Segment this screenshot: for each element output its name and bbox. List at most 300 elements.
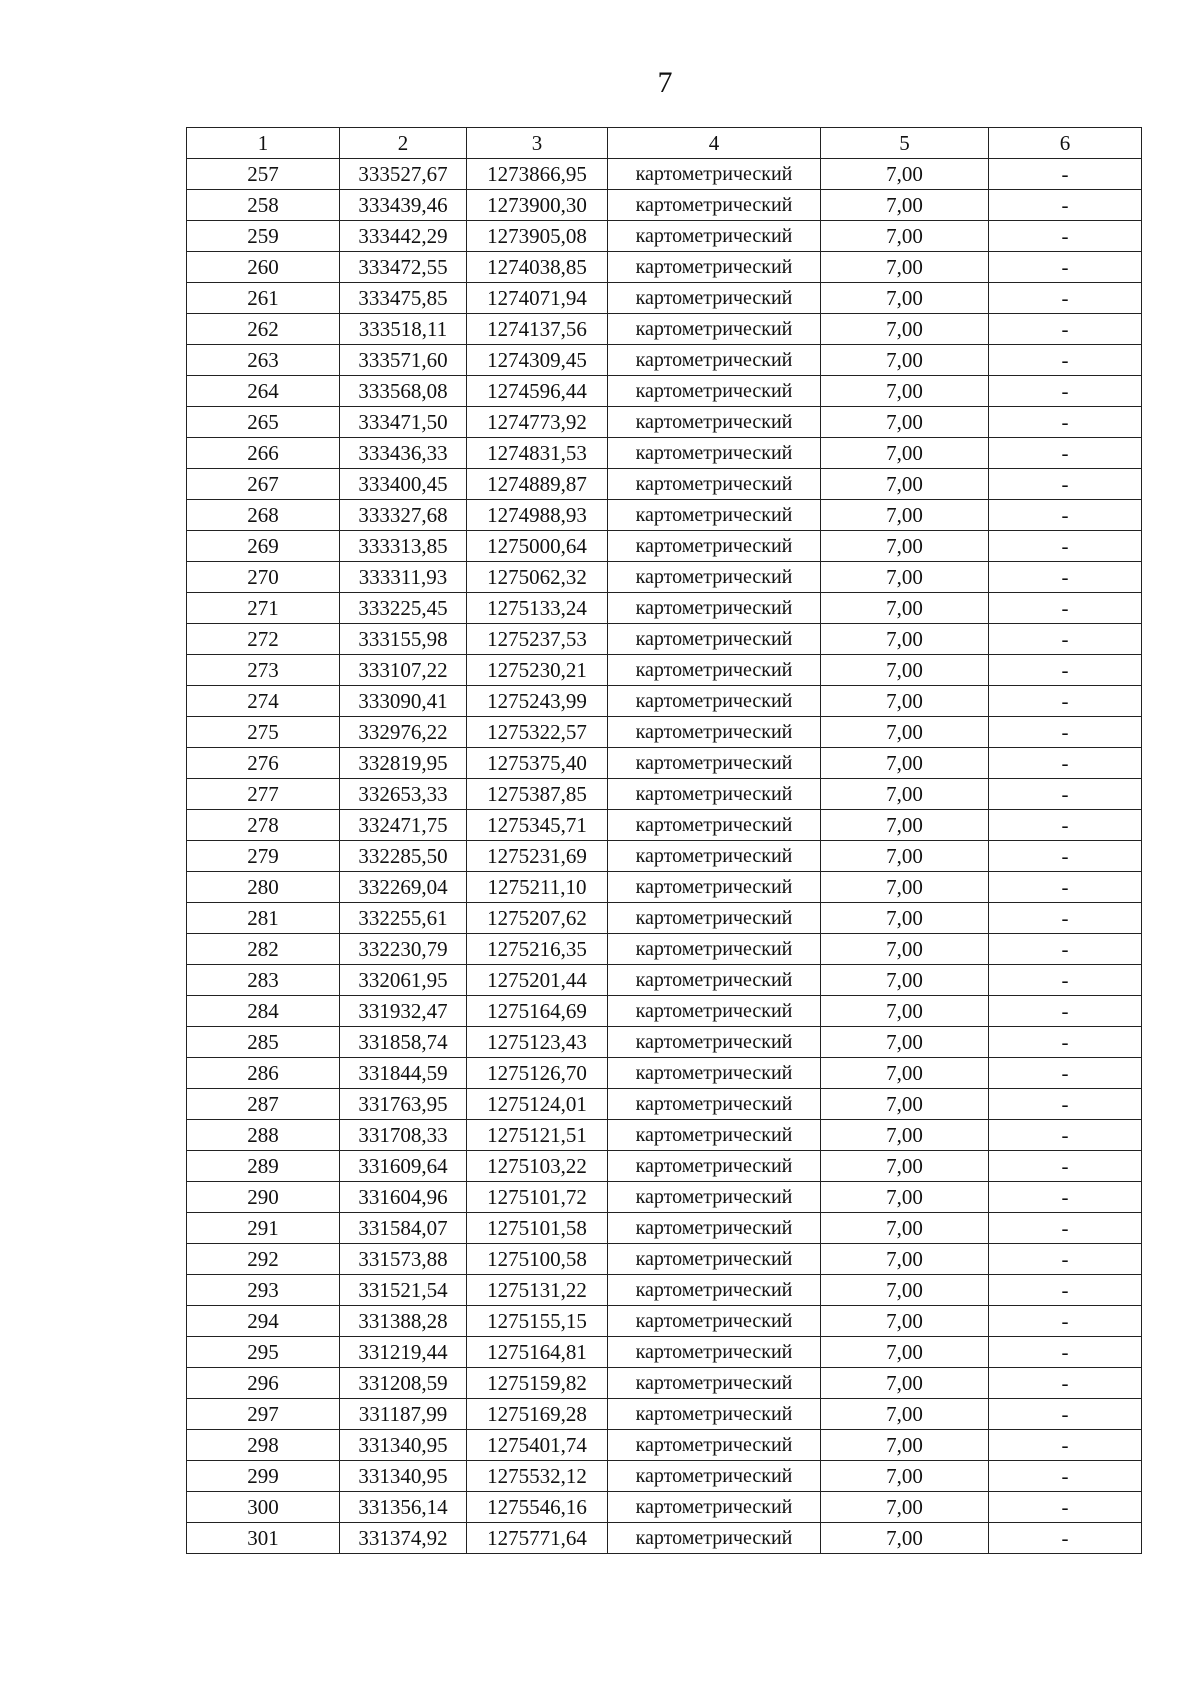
cell-method: картометрический (608, 345, 821, 376)
cell-accuracy: 7,00 (821, 1368, 989, 1399)
cell-y-coordinate: 1275243,99 (467, 686, 608, 717)
table-row (187, 252, 1142, 283)
cell-method: картометрический (608, 407, 821, 438)
table-row (187, 872, 1142, 903)
cell-x-coordinate: 333327,68 (340, 500, 467, 531)
cell-point-number: 263 (187, 345, 340, 376)
table-row (187, 1523, 1142, 1554)
cell-y-coordinate: 1275123,43 (467, 1027, 608, 1058)
cell-accuracy: 7,00 (821, 1492, 989, 1523)
cell-point-number: 296 (187, 1368, 340, 1399)
cell-x-coordinate: 333311,93 (340, 562, 467, 593)
cell-description: - (989, 1368, 1142, 1399)
cell-method: картометрический (608, 965, 821, 996)
cell-y-coordinate: 1275216,35 (467, 934, 608, 965)
cell-point-number: 270 (187, 562, 340, 593)
cell-accuracy: 7,00 (821, 934, 989, 965)
cell-y-coordinate: 1275103,22 (467, 1151, 608, 1182)
cell-description: - (989, 965, 1142, 996)
table-row (187, 1089, 1142, 1120)
cell-method: картометрический (608, 531, 821, 562)
cell-point-number: 258 (187, 190, 340, 221)
cell-description: - (989, 593, 1142, 624)
cell-description: - (989, 221, 1142, 252)
table-row (187, 314, 1142, 345)
table-row (187, 190, 1142, 221)
cell-description: - (989, 345, 1142, 376)
cell-point-number: 269 (187, 531, 340, 562)
cell-accuracy: 7,00 (821, 345, 989, 376)
cell-description: - (989, 314, 1142, 345)
cell-x-coordinate: 332471,75 (340, 810, 467, 841)
cell-y-coordinate: 1275159,82 (467, 1368, 608, 1399)
cell-point-number: 291 (187, 1213, 340, 1244)
cell-description: - (989, 624, 1142, 655)
cell-method: картометрический (608, 314, 821, 345)
table-row (187, 283, 1142, 314)
cell-point-number: 273 (187, 655, 340, 686)
cell-method: картометрический (608, 1182, 821, 1213)
table-row (187, 407, 1142, 438)
cell-accuracy: 7,00 (821, 159, 989, 190)
cell-accuracy: 7,00 (821, 686, 989, 717)
cell-description: - (989, 1306, 1142, 1337)
cell-point-number: 259 (187, 221, 340, 252)
cell-point-number: 283 (187, 965, 340, 996)
cell-x-coordinate: 332061,95 (340, 965, 467, 996)
cell-point-number: 281 (187, 903, 340, 934)
cell-description: - (989, 469, 1142, 500)
table-row (187, 903, 1142, 934)
cell-point-number: 274 (187, 686, 340, 717)
cell-accuracy: 7,00 (821, 1213, 989, 1244)
cell-point-number: 297 (187, 1399, 340, 1430)
cell-x-coordinate: 333475,85 (340, 283, 467, 314)
cell-description: - (989, 841, 1142, 872)
table-row (187, 1399, 1142, 1430)
cell-description: - (989, 283, 1142, 314)
cell-x-coordinate: 331219,44 (340, 1337, 467, 1368)
cell-x-coordinate: 332653,33 (340, 779, 467, 810)
cell-description: - (989, 407, 1142, 438)
table-row (187, 531, 1142, 562)
table-row (187, 841, 1142, 872)
cell-x-coordinate: 331388,28 (340, 1306, 467, 1337)
cell-accuracy: 7,00 (821, 1399, 989, 1430)
cell-y-coordinate: 1275345,71 (467, 810, 608, 841)
cell-method: картометрический (608, 221, 821, 252)
cell-method: картометрический (608, 438, 821, 469)
cell-point-number: 289 (187, 1151, 340, 1182)
cell-accuracy: 7,00 (821, 1182, 989, 1213)
cell-description: - (989, 1399, 1142, 1430)
table-row (187, 934, 1142, 965)
table-row (187, 469, 1142, 500)
cell-accuracy: 7,00 (821, 1461, 989, 1492)
cell-y-coordinate: 1275164,69 (467, 996, 608, 1027)
cell-accuracy: 7,00 (821, 221, 989, 252)
cell-accuracy: 7,00 (821, 562, 989, 593)
cell-y-coordinate: 1275124,01 (467, 1089, 608, 1120)
table-row (187, 1306, 1142, 1337)
cell-description: - (989, 190, 1142, 221)
cell-description: - (989, 159, 1142, 190)
cell-accuracy: 7,00 (821, 624, 989, 655)
cell-point-number: 284 (187, 996, 340, 1027)
cell-accuracy: 7,00 (821, 1058, 989, 1089)
cell-y-coordinate: 1275101,72 (467, 1182, 608, 1213)
cell-point-number: 290 (187, 1182, 340, 1213)
cell-method: картометрический (608, 283, 821, 314)
cell-y-coordinate: 1275211,10 (467, 872, 608, 903)
cell-accuracy: 7,00 (821, 190, 989, 221)
table-row (187, 500, 1142, 531)
cell-method: картометрический (608, 159, 821, 190)
cell-method: картометрический (608, 1523, 821, 1554)
cell-point-number: 265 (187, 407, 340, 438)
cell-point-number: 275 (187, 717, 340, 748)
cell-x-coordinate: 331340,95 (340, 1430, 467, 1461)
cell-y-coordinate: 1274596,44 (467, 376, 608, 407)
table-row (187, 593, 1142, 624)
cell-description: - (989, 655, 1142, 686)
cell-accuracy: 7,00 (821, 748, 989, 779)
cell-point-number: 267 (187, 469, 340, 500)
header-cell-description: 6 (989, 128, 1142, 159)
cell-accuracy: 7,00 (821, 903, 989, 934)
table-row (187, 562, 1142, 593)
cell-x-coordinate: 333568,08 (340, 376, 467, 407)
cell-description: - (989, 1461, 1142, 1492)
cell-point-number: 277 (187, 779, 340, 810)
cell-description: - (989, 1244, 1142, 1275)
cell-y-coordinate: 1273900,30 (467, 190, 608, 221)
cell-x-coordinate: 333571,60 (340, 345, 467, 376)
cell-y-coordinate: 1275230,21 (467, 655, 608, 686)
cell-accuracy: 7,00 (821, 965, 989, 996)
cell-accuracy: 7,00 (821, 810, 989, 841)
cell-y-coordinate: 1275121,51 (467, 1120, 608, 1151)
cell-x-coordinate: 332819,95 (340, 748, 467, 779)
table-row (187, 779, 1142, 810)
table-row (187, 1337, 1142, 1368)
cell-point-number: 299 (187, 1461, 340, 1492)
cell-y-coordinate: 1273866,95 (467, 159, 608, 190)
cell-x-coordinate: 331374,92 (340, 1523, 467, 1554)
table-row (187, 1213, 1142, 1244)
cell-x-coordinate: 333439,46 (340, 190, 467, 221)
cell-method: картометрический (608, 1337, 821, 1368)
cell-method: картометрический (608, 1058, 821, 1089)
cell-y-coordinate: 1275131,22 (467, 1275, 608, 1306)
cell-point-number: 282 (187, 934, 340, 965)
cell-y-coordinate: 1275133,24 (467, 593, 608, 624)
table-row (187, 810, 1142, 841)
cell-method: картометрический (608, 779, 821, 810)
cell-accuracy: 7,00 (821, 314, 989, 345)
cell-method: картометрический (608, 872, 821, 903)
cell-description: - (989, 686, 1142, 717)
cell-accuracy: 7,00 (821, 1430, 989, 1461)
cell-y-coordinate: 1274988,93 (467, 500, 608, 531)
table-row (187, 1368, 1142, 1399)
cell-x-coordinate: 331604,96 (340, 1182, 467, 1213)
cell-x-coordinate: 333400,45 (340, 469, 467, 500)
table-row (187, 624, 1142, 655)
table-body (187, 159, 1142, 1554)
cell-description: - (989, 1337, 1142, 1368)
cell-x-coordinate: 331208,59 (340, 1368, 467, 1399)
cell-x-coordinate: 333107,22 (340, 655, 467, 686)
cell-point-number: 288 (187, 1120, 340, 1151)
cell-y-coordinate: 1274889,87 (467, 469, 608, 500)
cell-accuracy: 7,00 (821, 1244, 989, 1275)
cell-x-coordinate: 332269,04 (340, 872, 467, 903)
page-number: 7 (657, 66, 673, 99)
cell-method: картометрический (608, 1213, 821, 1244)
cell-method: картометрический (608, 376, 821, 407)
cell-point-number: 295 (187, 1337, 340, 1368)
cell-method: картометрический (608, 1027, 821, 1058)
cell-description: - (989, 1213, 1142, 1244)
cell-y-coordinate: 1275164,81 (467, 1337, 608, 1368)
cell-x-coordinate: 331340,95 (340, 1461, 467, 1492)
cell-point-number: 257 (187, 159, 340, 190)
cell-description: - (989, 717, 1142, 748)
cell-x-coordinate: 331573,88 (340, 1244, 467, 1275)
table-row (187, 1151, 1142, 1182)
cell-point-number: 264 (187, 376, 340, 407)
cell-method: картометрический (608, 1399, 821, 1430)
cell-x-coordinate: 331763,95 (340, 1089, 467, 1120)
table-row (187, 655, 1142, 686)
cell-description: - (989, 1089, 1142, 1120)
cell-method: картометрический (608, 500, 821, 531)
cell-method: картометрический (608, 1089, 821, 1120)
cell-point-number: 261 (187, 283, 340, 314)
cell-method: картометрический (608, 1244, 821, 1275)
cell-x-coordinate: 332230,79 (340, 934, 467, 965)
cell-description: - (989, 1182, 1142, 1213)
cell-y-coordinate: 1274038,85 (467, 252, 608, 283)
cell-method: картометрический (608, 1430, 821, 1461)
cell-y-coordinate: 1275101,58 (467, 1213, 608, 1244)
table-row (187, 376, 1142, 407)
cell-x-coordinate: 332976,22 (340, 717, 467, 748)
table-row (187, 159, 1142, 190)
cell-accuracy: 7,00 (821, 252, 989, 283)
cell-description: - (989, 500, 1142, 531)
cell-y-coordinate: 1275155,15 (467, 1306, 608, 1337)
cell-y-coordinate: 1275237,53 (467, 624, 608, 655)
cell-method: картометрический (608, 903, 821, 934)
cell-y-coordinate: 1275231,69 (467, 841, 608, 872)
cell-point-number: 271 (187, 593, 340, 624)
cell-point-number: 268 (187, 500, 340, 531)
cell-point-number: 292 (187, 1244, 340, 1275)
cell-y-coordinate: 1275771,64 (467, 1523, 608, 1554)
cell-x-coordinate: 331356,14 (340, 1492, 467, 1523)
table-row (187, 748, 1142, 779)
cell-description: - (989, 1120, 1142, 1151)
cell-method: картометрический (608, 1120, 821, 1151)
cell-x-coordinate: 333472,55 (340, 252, 467, 283)
header-cell-point-number: 1 (187, 128, 340, 159)
cell-y-coordinate: 1275062,32 (467, 562, 608, 593)
cell-y-coordinate: 1275375,40 (467, 748, 608, 779)
table-row (187, 686, 1142, 717)
cell-accuracy: 7,00 (821, 655, 989, 686)
cell-y-coordinate: 1275169,28 (467, 1399, 608, 1430)
cell-accuracy: 7,00 (821, 593, 989, 624)
cell-accuracy: 7,00 (821, 283, 989, 314)
cell-point-number: 301 (187, 1523, 340, 1554)
cell-method: картометрический (608, 748, 821, 779)
cell-x-coordinate: 331584,07 (340, 1213, 467, 1244)
cell-accuracy: 7,00 (821, 1306, 989, 1337)
cell-x-coordinate: 331521,54 (340, 1275, 467, 1306)
cell-description: - (989, 748, 1142, 779)
table-row (187, 1461, 1142, 1492)
table-row (187, 1244, 1142, 1275)
cell-accuracy: 7,00 (821, 872, 989, 903)
cell-description: - (989, 1523, 1142, 1554)
cell-point-number: 286 (187, 1058, 340, 1089)
cell-y-coordinate: 1275322,57 (467, 717, 608, 748)
cell-x-coordinate: 333155,98 (340, 624, 467, 655)
cell-accuracy: 7,00 (821, 1337, 989, 1368)
cell-method: картометрический (608, 996, 821, 1027)
cell-x-coordinate: 332255,61 (340, 903, 467, 934)
cell-description: - (989, 996, 1142, 1027)
cell-y-coordinate: 1275401,74 (467, 1430, 608, 1461)
cell-x-coordinate: 331708,33 (340, 1120, 467, 1151)
table-row (187, 717, 1142, 748)
cell-method: картометрический (608, 686, 821, 717)
cell-accuracy: 7,00 (821, 500, 989, 531)
coordinates-table (186, 127, 1142, 1554)
table-row (187, 965, 1142, 996)
table-row (187, 1058, 1142, 1089)
cell-method: картометрический (608, 469, 821, 500)
cell-description: - (989, 1058, 1142, 1089)
cell-method: картометрический (608, 1151, 821, 1182)
table-row (187, 1120, 1142, 1151)
cell-x-coordinate: 331609,64 (340, 1151, 467, 1182)
cell-accuracy: 7,00 (821, 717, 989, 748)
cell-method: картометрический (608, 810, 821, 841)
cell-description: - (989, 934, 1142, 965)
cell-y-coordinate: 1275207,62 (467, 903, 608, 934)
cell-method: картометрический (608, 717, 821, 748)
cell-method: картометрический (608, 252, 821, 283)
cell-x-coordinate: 332285,50 (340, 841, 467, 872)
header-cell-x: 2 (340, 128, 467, 159)
table-header (187, 128, 1142, 159)
cell-accuracy: 7,00 (821, 841, 989, 872)
cell-accuracy: 7,00 (821, 407, 989, 438)
cell-point-number: 279 (187, 841, 340, 872)
cell-y-coordinate: 1274773,92 (467, 407, 608, 438)
cell-accuracy: 7,00 (821, 996, 989, 1027)
cell-description: - (989, 1430, 1142, 1461)
table-row (187, 345, 1142, 376)
header-cell-y: 3 (467, 128, 608, 159)
cell-description: - (989, 810, 1142, 841)
table-row (187, 1182, 1142, 1213)
cell-y-coordinate: 1275126,70 (467, 1058, 608, 1089)
cell-point-number: 294 (187, 1306, 340, 1337)
cell-accuracy: 7,00 (821, 1275, 989, 1306)
cell-description: - (989, 252, 1142, 283)
header-row (187, 128, 1142, 159)
cell-point-number: 266 (187, 438, 340, 469)
cell-method: картометрический (608, 841, 821, 872)
header-cell-accuracy: 5 (821, 128, 989, 159)
cell-y-coordinate: 1273905,08 (467, 221, 608, 252)
cell-x-coordinate: 333518,11 (340, 314, 467, 345)
cell-method: картометрический (608, 624, 821, 655)
cell-y-coordinate: 1274137,56 (467, 314, 608, 345)
table-row (187, 1275, 1142, 1306)
cell-accuracy: 7,00 (821, 438, 989, 469)
cell-x-coordinate: 331187,99 (340, 1399, 467, 1430)
cell-description: - (989, 779, 1142, 810)
cell-method: картометрический (608, 1306, 821, 1337)
cell-method: картометрический (608, 1275, 821, 1306)
table-row (187, 1027, 1142, 1058)
cell-description: - (989, 562, 1142, 593)
cell-y-coordinate: 1275100,58 (467, 1244, 608, 1275)
cell-method: картометрический (608, 190, 821, 221)
cell-method: картометрический (608, 562, 821, 593)
cell-method: картометрический (608, 1492, 821, 1523)
cell-x-coordinate: 333225,45 (340, 593, 467, 624)
cell-description: - (989, 872, 1142, 903)
cell-y-coordinate: 1274071,94 (467, 283, 608, 314)
cell-point-number: 276 (187, 748, 340, 779)
cell-y-coordinate: 1275000,64 (467, 531, 608, 562)
cell-y-coordinate: 1275201,44 (467, 965, 608, 996)
cell-point-number: 262 (187, 314, 340, 345)
cell-description: - (989, 531, 1142, 562)
cell-accuracy: 7,00 (821, 469, 989, 500)
cell-method: картометрический (608, 1461, 821, 1492)
cell-x-coordinate: 333090,41 (340, 686, 467, 717)
cell-method: картометрический (608, 934, 821, 965)
table-row (187, 1492, 1142, 1523)
cell-accuracy: 7,00 (821, 1089, 989, 1120)
cell-point-number: 278 (187, 810, 340, 841)
header-cell-method: 4 (608, 128, 821, 159)
table-row (187, 221, 1142, 252)
cell-y-coordinate: 1274309,45 (467, 345, 608, 376)
cell-y-coordinate: 1275387,85 (467, 779, 608, 810)
cell-description: - (989, 1275, 1142, 1306)
cell-point-number: 280 (187, 872, 340, 903)
cell-y-coordinate: 1275532,12 (467, 1461, 608, 1492)
cell-method: картометрический (608, 593, 821, 624)
table-row (187, 1430, 1142, 1461)
cell-description: - (989, 903, 1142, 934)
table-row (187, 438, 1142, 469)
cell-description: - (989, 1151, 1142, 1182)
table-row (187, 996, 1142, 1027)
cell-point-number: 260 (187, 252, 340, 283)
cell-x-coordinate: 333471,50 (340, 407, 467, 438)
cell-accuracy: 7,00 (821, 1120, 989, 1151)
cell-point-number: 300 (187, 1492, 340, 1523)
